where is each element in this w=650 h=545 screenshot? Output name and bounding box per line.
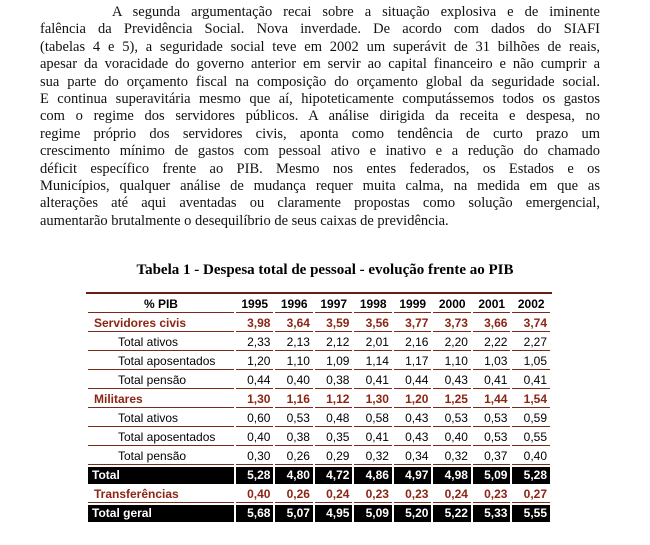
table-title: Tabela 1 - Despesa total de pessoal - evolução frente ao PIB <box>136 262 514 278</box>
group-row <box>88 315 550 332</box>
paragraph-line: com o regime dos servidores públicos. A análise dirigida da receita e despesa, no <box>40 108 600 125</box>
table-cell: 0,27 <box>512 486 550 503</box>
year-header: 1996 <box>275 296 313 313</box>
table-cell: 4,98 <box>433 467 471 484</box>
table-cell: 1,03 <box>473 353 511 370</box>
table-cell: 2,33 <box>236 334 274 351</box>
table-cell: 4,95 <box>315 505 353 522</box>
table-cell: 1,54 <box>512 391 550 408</box>
table-cell: 1,44 <box>473 391 511 408</box>
table-cell: 0,53 <box>473 429 511 446</box>
table-cell: 0,43 <box>394 410 432 427</box>
row-label: Servidores civis <box>88 315 234 332</box>
paragraph-line: Municípios, qualquer análise de mudança requer muita calma, na medida em que as <box>40 177 600 194</box>
table-cell: 0,37 <box>473 448 511 465</box>
total-row <box>88 505 550 522</box>
table-cell: 0,24 <box>433 486 471 503</box>
table-cell: 5,28 <box>236 467 274 484</box>
table-cell: 0,40 <box>275 372 313 389</box>
row-label: Total pensão <box>88 448 234 465</box>
table-cell: 5,07 <box>275 505 313 522</box>
table-cell: 3,98 <box>236 315 274 332</box>
table-row <box>88 353 550 370</box>
year-header: 2002 <box>512 296 550 313</box>
table-cell: 1,20 <box>394 391 432 408</box>
total-row <box>88 467 550 484</box>
table-cell: 3,66 <box>473 315 511 332</box>
table-row <box>88 429 550 446</box>
row-label: Total geral <box>88 505 234 522</box>
table-cell: 0,53 <box>433 410 471 427</box>
table-cell: 3,74 <box>512 315 550 332</box>
paragraph-line: falência da Previdência Social. Nova inverdade. De acordo com dados do SIAFI <box>40 21 600 38</box>
table-cell: 0,26 <box>275 448 313 465</box>
row-label: Total aposentados <box>88 429 234 446</box>
table-row <box>88 410 550 427</box>
group-row <box>88 391 550 408</box>
table-cell: 2,13 <box>275 334 313 351</box>
table-cell: 0,43 <box>433 372 471 389</box>
table-cell: 4,80 <box>275 467 313 484</box>
row-label: Total pensão <box>88 372 234 389</box>
table-cell: 0,35 <box>315 429 353 446</box>
row-label: Total ativos <box>88 334 234 351</box>
table-cell: 4,86 <box>354 467 392 484</box>
table-cell: 0,53 <box>473 410 511 427</box>
table-cell: 1,30 <box>236 391 274 408</box>
table-cell: 0,43 <box>394 429 432 446</box>
table-cell: 1,14 <box>354 353 392 370</box>
paragraph-line: (tabelas 4 e 5), a seguridade social teve em 2002 um superávit de 31 bilhões de reais, <box>40 38 600 55</box>
paragraph-line: déficit específico frente ao PIB. Mesmo nos entes federados, os Estados e os <box>40 160 600 177</box>
table-cell: 0,41 <box>512 372 550 389</box>
table-cell: 0,38 <box>275 429 313 446</box>
table-cell: 1,20 <box>236 353 274 370</box>
table-cell: 3,73 <box>433 315 471 332</box>
group-row <box>88 486 550 503</box>
table-cell: 2,27 <box>512 334 550 351</box>
year-header: 1998 <box>354 296 392 313</box>
table-cell: 0,23 <box>473 486 511 503</box>
table-cell: 0,55 <box>512 429 550 446</box>
table-cell: 0,41 <box>354 429 392 446</box>
table-cell: 5,20 <box>394 505 432 522</box>
table-cell: 0,34 <box>394 448 432 465</box>
year-header: 2001 <box>473 296 511 313</box>
table-cell: 5,28 <box>512 467 550 484</box>
header-label: % PIB <box>88 296 234 313</box>
table-cell: 0,23 <box>394 486 432 503</box>
table-cell: 2,01 <box>354 334 392 351</box>
table-cell: 0,40 <box>433 429 471 446</box>
table-header-row <box>88 296 550 313</box>
table-cell: 0,29 <box>315 448 353 465</box>
table-cell: 0,32 <box>433 448 471 465</box>
table-cell: 0,48 <box>315 410 353 427</box>
paragraph-line: crescimento mínimo de gastos com pessoal ativo e inativo e a redução do chamado <box>40 143 600 160</box>
table-cell: 0,41 <box>354 372 392 389</box>
paragraph-line: sua parte do orçamento fiscal na composição do orçamento global da seguridade social. <box>40 73 600 90</box>
paragraph-line: apesar da voracidade do governo anterior em servir ao capital financeiro e não cumprir a <box>40 56 600 73</box>
year-header: 1995 <box>236 296 274 313</box>
paragraph-line: E continua superavitária mesmo que aí, hipoteticamente computássemos todos os gastos <box>40 90 600 107</box>
table-cell: 0,59 <box>512 410 550 427</box>
table-cell: 0,60 <box>236 410 274 427</box>
table-row <box>88 448 550 465</box>
table-cell: 2,12 <box>315 334 353 351</box>
table-cell: 1,10 <box>433 353 471 370</box>
table-row <box>88 334 550 351</box>
table-cell: 5,33 <box>473 505 511 522</box>
body-paragraph <box>40 4 600 230</box>
paragraph-line: alterações até aqui aventadas ou claramente propostas como solução emergencial, <box>40 195 600 212</box>
table-cell: 1,30 <box>354 391 392 408</box>
table-cell: 5,22 <box>433 505 471 522</box>
paragraph-line: A segunda argumentação recai sobre a situação explosiva e de iminente <box>112 4 600 20</box>
table-cell: 3,59 <box>315 315 353 332</box>
table-cell: 5,09 <box>354 505 392 522</box>
table-cell: 0,24 <box>315 486 353 503</box>
row-label: Total ativos <box>88 410 234 427</box>
table-cell: 1,17 <box>394 353 432 370</box>
table-cell: 1,05 <box>512 353 550 370</box>
table-cell: 5,55 <box>512 505 550 522</box>
table-cell: 2,20 <box>433 334 471 351</box>
year-header: 2000 <box>433 296 471 313</box>
table-cell: 0,53 <box>275 410 313 427</box>
table-cell: 2,22 <box>473 334 511 351</box>
table-cell: 0,40 <box>512 448 550 465</box>
table-cell: 0,44 <box>236 372 274 389</box>
row-label: Militares <box>88 391 234 408</box>
table-cell: 0,58 <box>354 410 392 427</box>
table-cell: 0,32 <box>354 448 392 465</box>
table-cell: 2,16 <box>394 334 432 351</box>
table-cell: 0,40 <box>236 486 274 503</box>
table-cell: 5,09 <box>473 467 511 484</box>
table-cell: 0,30 <box>236 448 274 465</box>
year-header: 1999 <box>394 296 432 313</box>
table-cell: 0,41 <box>473 372 511 389</box>
table-cell: 0,40 <box>236 429 274 446</box>
year-header: 1997 <box>315 296 353 313</box>
table-cell: 5,68 <box>236 505 274 522</box>
table-cell: 0,23 <box>354 486 392 503</box>
paragraph-line: regime próprio dos servidores civis, aponta como tendência de curto prazo um <box>40 125 600 142</box>
pib-expense-table <box>86 292 552 524</box>
table-cell: 0,44 <box>394 372 432 389</box>
table-cell: 1,10 <box>275 353 313 370</box>
table-cell: 1,25 <box>433 391 471 408</box>
table-cell: 3,77 <box>394 315 432 332</box>
table-cell: 0,26 <box>275 486 313 503</box>
table-cell: 0,38 <box>315 372 353 389</box>
row-label: Transferências <box>88 486 234 503</box>
table-cell: 1,09 <box>315 353 353 370</box>
table-cell: 3,56 <box>354 315 392 332</box>
table-row <box>88 372 550 389</box>
row-label: Total aposentados <box>88 353 234 370</box>
table-cell: 1,16 <box>275 391 313 408</box>
row-label: Total <box>88 467 234 484</box>
paragraph-line: aumentarão brutalmente o desequilíbrio de seus caixas de previdência. <box>40 212 449 229</box>
table-cell: 4,72 <box>315 467 353 484</box>
table-cell: 4,97 <box>394 467 432 484</box>
table-cell: 1,12 <box>315 391 353 408</box>
table-cell: 3,64 <box>275 315 313 332</box>
